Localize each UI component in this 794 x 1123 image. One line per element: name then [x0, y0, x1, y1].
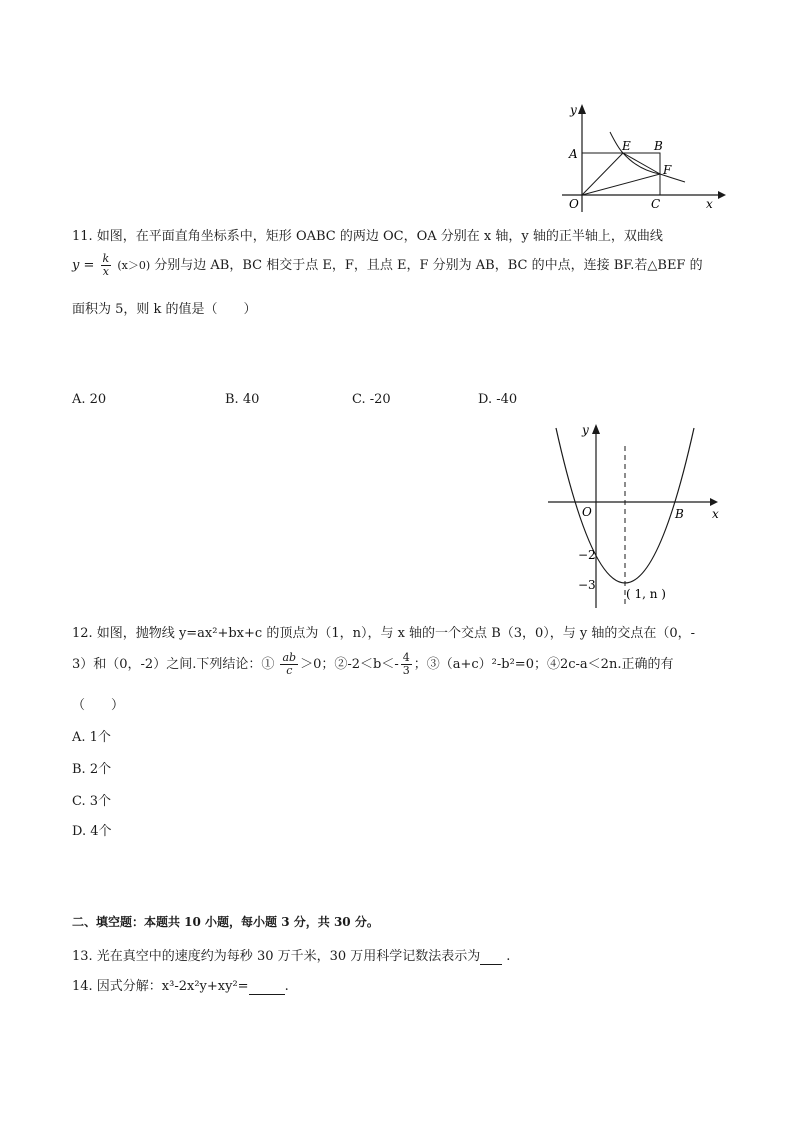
q11-line2-rest: 分别与边 AB，BC 相交于点 E，F，且点 E，F 分别为 AB，BC 的中点，连接 BF.若△BEF 的: [154, 258, 703, 273]
label-a: A: [569, 147, 578, 161]
q11-fraction-k-over-x: [101, 253, 112, 278]
q11-frac-num: k: [102, 252, 110, 265]
x-axis-arrow-icon-2: [710, 498, 718, 506]
q12-line3: （ ）: [72, 698, 125, 713]
q13-line: [72, 945, 510, 965]
label-y: y: [570, 103, 577, 117]
q11-option-b: B. 40: [225, 392, 260, 407]
label-minus2: −2: [578, 548, 596, 562]
q14-text: 14. 因式分解：x³-2x²y+xy²=: [72, 979, 249, 994]
q12-line1: 12. 如图，抛物线 y=ax²+bx+c 的顶点为（1，n），与 x 轴的一个交点 B（3，0），与 y 轴的交点在（0，-: [72, 626, 696, 641]
parabola-curve: [556, 428, 694, 583]
q11-option-a: A. 20: [72, 392, 107, 407]
q12-fraction-ab-over-c: [280, 652, 298, 677]
q11-option-c: C. -20: [352, 392, 391, 407]
y-axis-arrow-icon-2: [592, 424, 600, 434]
q11-line2: [72, 253, 703, 278]
q14-end: .: [284, 979, 289, 994]
q11-option-d: D. -40: [478, 392, 518, 407]
segment-ef: [623, 153, 660, 174]
q12-option-c: C. 3个: [72, 794, 112, 809]
q11-y-eq: y =: [72, 258, 95, 273]
q12-f1-num: ab: [282, 651, 297, 664]
label-x-2: x: [712, 507, 719, 521]
label-b-2: B: [675, 507, 684, 521]
label-c: C: [651, 197, 661, 211]
q12-line2-b: ＞0；②-2＜b＜-: [300, 657, 399, 672]
q12-f1-den: c: [286, 664, 293, 677]
q11-line3: 面积为 5，则 k 的值是（ ）: [72, 302, 257, 317]
q13-answer-blank[interactable]: [480, 949, 502, 965]
figure-parabola: [540, 418, 730, 613]
q14-answer-blank[interactable]: [249, 979, 285, 995]
label-minus3: −3: [578, 578, 596, 592]
q11-frac-den: x: [102, 265, 109, 278]
q11-line1: 11. 如图，在平面直角坐标系中，矩形 OABC 的两边 OC，OA 分别在 x 轴，y 轴的正半轴上，双曲线: [72, 229, 663, 244]
label-f: F: [663, 163, 672, 177]
q14-line: [72, 975, 289, 995]
section-title-fill-in: 二、填空题：本题共 10 小题，每小题 3 分，共 30 分。: [72, 915, 379, 929]
q12-line2-a: 3）和（0，-2）之间.下列结论：①: [72, 657, 275, 672]
segment-oe: [582, 153, 623, 195]
rectangle-oabc: [582, 153, 660, 195]
q12-line2-c: ；③（a+c）²-b²=0；④2c-a＜2n.正确的有: [413, 657, 674, 672]
figure-rectangle-hyperbola: [560, 100, 730, 215]
segment-of: [582, 174, 660, 195]
label-vertex: ( 1, n ): [626, 587, 666, 601]
q12-option-b: B. 2个: [72, 762, 112, 777]
label-b: B: [654, 139, 663, 153]
q13-end: .: [506, 949, 511, 964]
q12-line2: [72, 652, 673, 677]
label-x: x: [706, 197, 713, 211]
q12-fraction-4-over-3: [401, 652, 412, 677]
q12-f2-den: 3: [402, 664, 410, 677]
q12-f2-num: 4: [402, 651, 410, 664]
q12-option-a: A. 1个: [72, 730, 111, 745]
q13-text: 13. 光在真空中的速度约为每秒 30 万千米，30 万用科学记数法表示为: [72, 949, 481, 964]
y-axis-arrow-icon: [578, 104, 586, 114]
x-axis-arrow-icon: [718, 191, 726, 199]
label-y-2: y: [582, 423, 589, 437]
q12-option-d: D. 4个: [72, 824, 112, 839]
label-e: E: [622, 139, 631, 153]
label-o-2: O: [582, 505, 592, 519]
label-o: O: [569, 197, 579, 211]
q11-condition: (x＞0): [117, 259, 151, 272]
